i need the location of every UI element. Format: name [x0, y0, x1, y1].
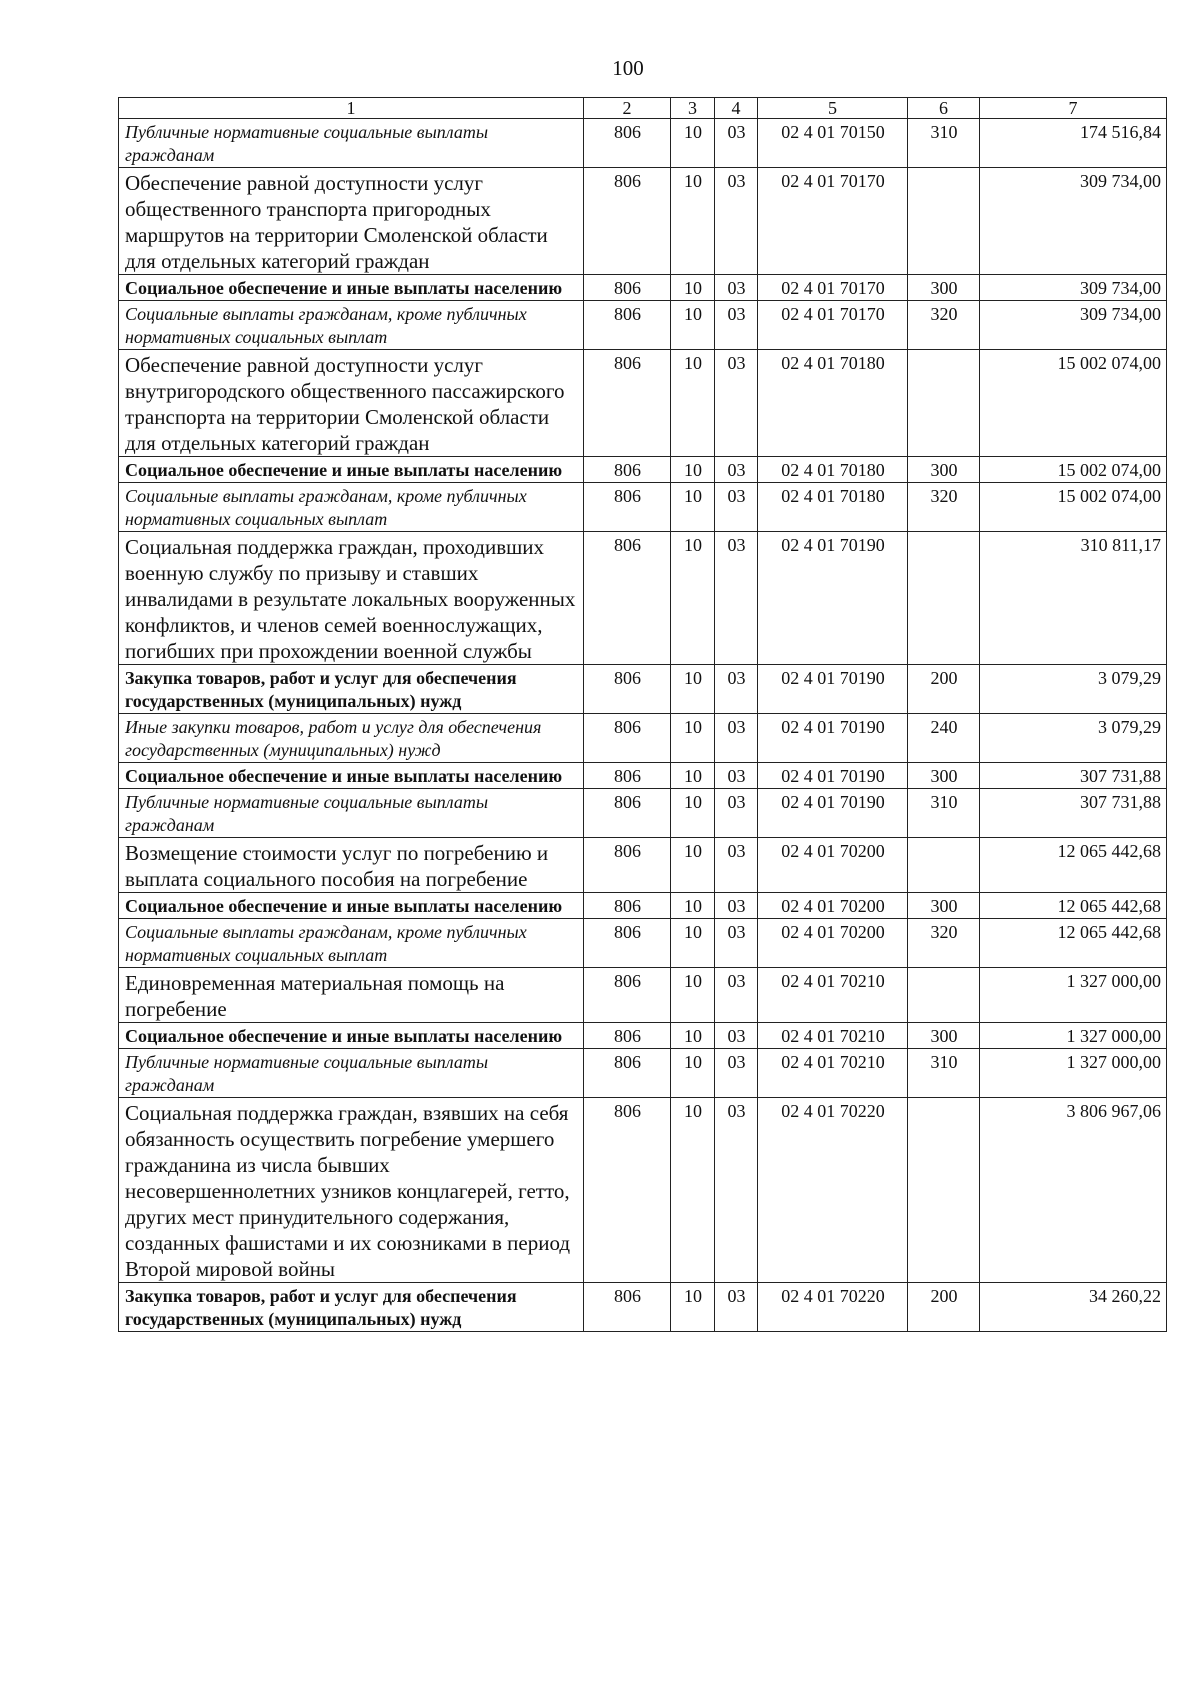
expense-type-cell: 320 [908, 301, 980, 350]
ministry-code-cell: 806 [584, 1098, 671, 1283]
expense-type-cell: 320 [908, 483, 980, 532]
subsection-code-cell: 03 [715, 457, 758, 483]
table-row [119, 893, 1167, 919]
section-code-cell: 10 [671, 665, 715, 714]
amount-cell: 12 065 442,68 [980, 919, 1167, 968]
item-name-cell: Социальная поддержка граждан, проходивших военную службу по призыву и ставших инвалидами в результате локальных вооруженных конфликтов, и членов семей военнослужащих, погибших при прохождении военной службы [119, 532, 584, 665]
amount-cell: 307 731,88 [980, 763, 1167, 789]
table-row [119, 301, 1167, 350]
amount-cell: 15 002 074,00 [980, 457, 1167, 483]
section-code-cell: 10 [671, 301, 715, 350]
target-article-cell: 02 4 01 70210 [758, 1049, 908, 1098]
target-article-cell: 02 4 01 70170 [758, 168, 908, 275]
item-name-cell: Обеспечение равной доступности услуг общественного транспорта пригородных маршрутов на территории Смоленской области для отдельных категорий граждан [119, 168, 584, 275]
item-name-cell: Публичные нормативные социальные выплаты гражданам [119, 1049, 584, 1098]
expense-type-cell: 200 [908, 665, 980, 714]
ministry-code-cell: 806 [584, 763, 671, 789]
table-row [119, 763, 1167, 789]
table-row [119, 119, 1167, 168]
target-article-cell: 02 4 01 70190 [758, 789, 908, 838]
item-name-cell: Социальное обеспечение и иные выплаты населению [119, 1023, 584, 1049]
item-name-cell: Публичные нормативные социальные выплаты гражданам [119, 789, 584, 838]
section-code-cell: 10 [671, 119, 715, 168]
expense-type-cell: 300 [908, 457, 980, 483]
table-row [119, 457, 1167, 483]
table-row [119, 483, 1167, 532]
amount-cell: 1 327 000,00 [980, 1049, 1167, 1098]
table-row [119, 968, 1167, 1023]
table-row [119, 838, 1167, 893]
ministry-code-cell: 806 [584, 714, 671, 763]
column-header: 1 [119, 98, 584, 119]
ministry-code-cell: 806 [584, 168, 671, 275]
section-code-cell: 10 [671, 350, 715, 457]
expense-type-cell: 310 [908, 119, 980, 168]
expense-type-cell: 200 [908, 1283, 980, 1332]
subsection-code-cell: 03 [715, 838, 758, 893]
ministry-code-cell: 806 [584, 838, 671, 893]
table-row [119, 665, 1167, 714]
expense-type-cell: 310 [908, 1049, 980, 1098]
amount-cell: 12 065 442,68 [980, 838, 1167, 893]
expense-type-cell: 300 [908, 1023, 980, 1049]
expense-type-cell: 320 [908, 919, 980, 968]
amount-cell: 307 731,88 [980, 789, 1167, 838]
item-name-cell: Возмещение стоимости услуг по погребению и выплата социального пособия на погребение [119, 838, 584, 893]
target-article-cell: 02 4 01 70200 [758, 838, 908, 893]
ministry-code-cell: 806 [584, 919, 671, 968]
table-row [119, 1049, 1167, 1098]
amount-cell: 309 734,00 [980, 301, 1167, 350]
ministry-code-cell: 806 [584, 1049, 671, 1098]
ministry-code-cell: 806 [584, 275, 671, 301]
expense-type-cell [908, 838, 980, 893]
target-article-cell: 02 4 01 70190 [758, 532, 908, 665]
item-name-cell: Иные закупки товаров, работ и услуг для обеспечения государственных (муниципальных) нужд [119, 714, 584, 763]
budget-table [118, 97, 1167, 1332]
table-row [119, 168, 1167, 275]
item-name-cell: Публичные нормативные социальные выплаты гражданам [119, 119, 584, 168]
amount-cell: 15 002 074,00 [980, 483, 1167, 532]
ministry-code-cell: 806 [584, 1023, 671, 1049]
subsection-code-cell: 03 [715, 483, 758, 532]
expense-type-cell [908, 350, 980, 457]
item-name-cell: Социальные выплаты гражданам, кроме публичных нормативных социальных выплат [119, 483, 584, 532]
column-header: 7 [980, 98, 1167, 119]
target-article-cell: 02 4 01 70200 [758, 893, 908, 919]
item-name-cell: Социальные выплаты гражданам, кроме публичных нормативных социальных выплат [119, 301, 584, 350]
table-row [119, 714, 1167, 763]
expense-type-cell: 300 [908, 893, 980, 919]
subsection-code-cell: 03 [715, 1098, 758, 1283]
section-code-cell: 10 [671, 1023, 715, 1049]
expense-type-cell [908, 968, 980, 1023]
section-code-cell: 10 [671, 893, 715, 919]
subsection-code-cell: 03 [715, 789, 758, 838]
ministry-code-cell: 806 [584, 1283, 671, 1332]
section-code-cell: 10 [671, 483, 715, 532]
amount-cell: 174 516,84 [980, 119, 1167, 168]
section-code-cell: 10 [671, 763, 715, 789]
subsection-code-cell: 03 [715, 665, 758, 714]
subsection-code-cell: 03 [715, 763, 758, 789]
section-code-cell: 10 [671, 532, 715, 665]
amount-cell: 34 260,22 [980, 1283, 1167, 1332]
amount-cell: 15 002 074,00 [980, 350, 1167, 457]
expense-type-cell [908, 168, 980, 275]
expense-type-cell: 310 [908, 789, 980, 838]
section-code-cell: 10 [671, 1049, 715, 1098]
page-number: 100 [612, 56, 644, 80]
section-code-cell: 10 [671, 919, 715, 968]
subsection-code-cell: 03 [715, 1049, 758, 1098]
item-name-cell: Обеспечение равной доступности услуг внутригородского общественного пассажирского транспорта на территории Смоленской области для отдельных категорий граждан [119, 350, 584, 457]
amount-cell: 3 079,29 [980, 714, 1167, 763]
subsection-code-cell: 03 [715, 893, 758, 919]
item-name-cell: Закупка товаров, работ и услуг для обеспечения государственных (муниципальных) нужд [119, 665, 584, 714]
section-code-cell: 10 [671, 457, 715, 483]
amount-cell: 1 327 000,00 [980, 1023, 1167, 1049]
subsection-code-cell: 03 [715, 1023, 758, 1049]
expense-type-cell: 240 [908, 714, 980, 763]
column-header: 2 [584, 98, 671, 119]
subsection-code-cell: 03 [715, 919, 758, 968]
section-code-cell: 10 [671, 168, 715, 275]
amount-cell: 1 327 000,00 [980, 968, 1167, 1023]
amount-cell: 309 734,00 [980, 168, 1167, 275]
section-code-cell: 10 [671, 838, 715, 893]
subsection-code-cell: 03 [715, 968, 758, 1023]
expense-type-cell: 300 [908, 275, 980, 301]
target-article-cell: 02 4 01 70220 [758, 1098, 908, 1283]
subsection-code-cell: 03 [715, 350, 758, 457]
expense-type-cell [908, 532, 980, 665]
table-row [119, 1283, 1167, 1332]
item-name-cell: Закупка товаров, работ и услуг для обеспечения государственных (муниципальных) нужд [119, 1283, 584, 1332]
target-article-cell: 02 4 01 70210 [758, 968, 908, 1023]
ministry-code-cell: 806 [584, 483, 671, 532]
table-row [119, 919, 1167, 968]
subsection-code-cell: 03 [715, 714, 758, 763]
column-header-row [119, 98, 1167, 119]
target-article-cell: 02 4 01 70190 [758, 714, 908, 763]
table-row [119, 1098, 1167, 1283]
section-code-cell: 10 [671, 789, 715, 838]
column-header: 5 [758, 98, 908, 119]
ministry-code-cell: 806 [584, 350, 671, 457]
table-row [119, 789, 1167, 838]
item-name-cell: Социальное обеспечение и иные выплаты населению [119, 457, 584, 483]
amount-cell: 3 079,29 [980, 665, 1167, 714]
subsection-code-cell: 03 [715, 1283, 758, 1332]
expense-type-cell: 300 [908, 763, 980, 789]
target-article-cell: 02 4 01 70210 [758, 1023, 908, 1049]
ministry-code-cell: 806 [584, 301, 671, 350]
target-article-cell: 02 4 01 70200 [758, 919, 908, 968]
section-code-cell: 10 [671, 968, 715, 1023]
ministry-code-cell: 806 [584, 457, 671, 483]
target-article-cell: 02 4 01 70180 [758, 483, 908, 532]
target-article-cell: 02 4 01 70180 [758, 457, 908, 483]
ministry-code-cell: 806 [584, 893, 671, 919]
target-article-cell: 02 4 01 70170 [758, 275, 908, 301]
subsection-code-cell: 03 [715, 532, 758, 665]
subsection-code-cell: 03 [715, 301, 758, 350]
ministry-code-cell: 806 [584, 789, 671, 838]
subsection-code-cell: 03 [715, 119, 758, 168]
section-code-cell: 10 [671, 1098, 715, 1283]
target-article-cell: 02 4 01 70220 [758, 1283, 908, 1332]
amount-cell: 309 734,00 [980, 275, 1167, 301]
section-code-cell: 10 [671, 275, 715, 301]
ministry-code-cell: 806 [584, 119, 671, 168]
section-code-cell: 10 [671, 1283, 715, 1332]
target-article-cell: 02 4 01 70180 [758, 350, 908, 457]
table-row [119, 275, 1167, 301]
target-article-cell: 02 4 01 70190 [758, 665, 908, 714]
subsection-code-cell: 03 [715, 168, 758, 275]
section-code-cell: 10 [671, 714, 715, 763]
ministry-code-cell: 806 [584, 968, 671, 1023]
ministry-code-cell: 806 [584, 532, 671, 665]
ministry-code-cell: 806 [584, 665, 671, 714]
table-row [119, 350, 1167, 457]
target-article-cell: 02 4 01 70170 [758, 301, 908, 350]
item-name-cell: Социальное обеспечение и иные выплаты населению [119, 893, 584, 919]
target-article-cell: 02 4 01 70150 [758, 119, 908, 168]
column-header: 4 [715, 98, 758, 119]
table-row [119, 532, 1167, 665]
subsection-code-cell: 03 [715, 275, 758, 301]
column-header: 3 [671, 98, 715, 119]
amount-cell: 310 811,17 [980, 532, 1167, 665]
amount-cell: 3 806 967,06 [980, 1098, 1167, 1283]
amount-cell: 12 065 442,68 [980, 893, 1167, 919]
item-name-cell: Социальное обеспечение и иные выплаты населению [119, 763, 584, 789]
item-name-cell: Единовременная материальная помощь на погребение [119, 968, 584, 1023]
item-name-cell: Социальная поддержка граждан, взявших на себя обязанность осуществить погребение умершего гражданина из числа бывших несовершеннолетних узников концлагерей, гетто, других мест принудительного содержания, созданных фашистами и их союзниками в период Второй мировой войны [119, 1098, 584, 1283]
table-row [119, 1023, 1167, 1049]
expense-type-cell [908, 1098, 980, 1283]
target-article-cell: 02 4 01 70190 [758, 763, 908, 789]
item-name-cell: Социальное обеспечение и иные выплаты населению [119, 275, 584, 301]
item-name-cell: Социальные выплаты гражданам, кроме публичных нормативных социальных выплат [119, 919, 584, 968]
column-header: 6 [908, 98, 980, 119]
